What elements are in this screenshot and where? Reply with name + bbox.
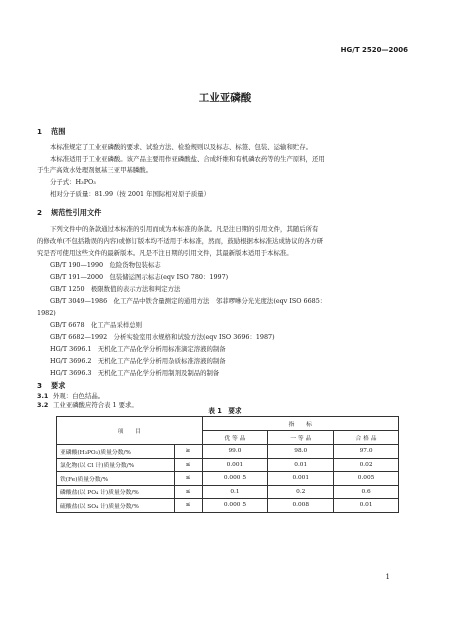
document-title: 工业亚磷酸 [198, 92, 252, 104]
paragraph: 本标准适用于工业亚磷酸。该产品主要用作亚磷酸盐、合成纤维和有机磷农药等的生产原料，还用 [50, 155, 325, 163]
molecular-mass: 相对分子质量：81.99（按 2001 年国际相对原子质量） [50, 190, 211, 198]
table-cell: 0.005 [334, 472, 399, 486]
section-3-heading [37, 381, 65, 391]
table-row [57, 445, 399, 459]
table-row [57, 499, 399, 513]
reference-item-continued: 1982) [37, 309, 56, 317]
table-cell-symbol: ≤ [174, 499, 202, 513]
reference-item: GB/T 1250 极限数值的表示方法和判定方法 [50, 285, 181, 293]
section-number: 2 [37, 208, 43, 217]
table-cell: 0.000 5 [202, 499, 268, 513]
table-row [57, 472, 399, 486]
table-cell: 0.01 [268, 458, 334, 472]
table-cell-item: 氯化物(以 Cl 计)质量分数/% [57, 458, 175, 472]
header-item: 项 目 [57, 417, 203, 445]
table-row [57, 485, 399, 499]
table-cell-item: 亚磷酸(H₃PO₃)质量分数/% [57, 445, 175, 459]
table-cell: 0.1 [202, 485, 268, 499]
paragraph: 本标准规定了工业亚磷酸的要求、试验方法、检验规则以及标志、标签、包装、运输和贮存。 [50, 143, 313, 151]
section-2-heading [37, 208, 101, 218]
paragraph: 于生产高效水处理剂氨基三亚甲基膦酸。 [37, 166, 153, 174]
section-title: 范围 [51, 127, 66, 136]
table-cell-item: 硫酸盐(以 SO₄ 计)质量分数/% [57, 499, 175, 513]
table-cell-symbol: ≤ [174, 458, 202, 472]
paragraph: 究是否可使用这些文件的最新版本。凡是不注日期的引用文件，其最新版本适用于本标准。 [37, 249, 293, 257]
table-cell: 0.01 [334, 499, 399, 513]
table-cell-item: 铁(Fe)质量分数/% [57, 472, 175, 486]
clause-3-1 [37, 392, 104, 400]
table-cell: 0.001 [268, 472, 334, 486]
table-cell-symbol: ≤ [174, 485, 202, 499]
reference-item: GB/T 6678 化工产品采样总则 [50, 321, 143, 329]
table-cell: 0.001 [202, 458, 268, 472]
header-grade: 一 等 品 [268, 431, 334, 445]
section-title: 规范性引用文件 [51, 208, 102, 217]
table-cell: 0.2 [268, 485, 334, 499]
paragraph: 的修改单(不包括勘误的内容)或修订版本均不适用于本标准，然而，鼓励根据本标准达成协议的各方研 [37, 237, 324, 245]
table-cell: 99.0 [202, 445, 268, 459]
clause-number: 3.1 [37, 392, 49, 400]
clause-text: 工业亚磷酸应符合表 1 要求。 [53, 401, 138, 409]
reference-item: HG/T 3696.1 无机化工产品化学分析用标准滴定溶液的制备 [50, 345, 226, 353]
reference-item: HG/T 3696.3 无机化工产品化学分析用制剂及制品的制备 [50, 369, 220, 377]
section-number: 3 [37, 381, 43, 390]
page-number: 1 [385, 573, 390, 581]
header-grade: 优 等 品 [202, 431, 268, 445]
table-cell: 97.0 [334, 445, 399, 459]
molecular-formula: 分子式：H₃PO₃ [50, 178, 96, 186]
table-row [57, 458, 399, 472]
clause-number: 3.2 [37, 401, 49, 409]
table-cell: 0.000 5 [202, 472, 268, 486]
table-cell-symbol: ≥ [174, 445, 202, 459]
paragraph: 下列文件中的条款通过本标准的引用而成为本标准的条款。凡是注日期的引用文件，其随后所有 [50, 225, 319, 233]
standard-number: HG/T 2520—2006 [340, 46, 408, 54]
table-cell: 98.0 [268, 445, 334, 459]
header-index: 指 标 [202, 417, 398, 431]
table-cell-symbol: ≤ [174, 472, 202, 486]
table-caption: 表 1 要求 [208, 407, 242, 415]
table-cell-item: 磷酸盐(以 PO₄ 计)质量分数/% [57, 485, 175, 499]
reference-item: GB/T 190—1990 危险货物包装标志 [50, 261, 161, 269]
requirements-table [56, 416, 399, 513]
header-grade: 合 格 品 [334, 431, 399, 445]
section-1-heading [37, 127, 65, 137]
reference-item: GB/T 191—2000 包装储运图示标志(eqv ISO 780：1997) [50, 273, 229, 281]
clause-text: 外观：白色结晶。 [53, 392, 105, 400]
section-number: 1 [37, 127, 43, 136]
reference-item: GB/T 3049—1986 化工产品中铁含量测定的通用方法 邻菲啰啉分光光度法(eqv ISO 6685： [50, 297, 327, 305]
table-cell: 0.02 [334, 458, 399, 472]
reference-item: GB/T 6682—1992 分析实验室用水规格和试验方法(eqv ISO 3696：1987) [50, 333, 275, 341]
section-title: 要求 [51, 381, 66, 390]
table-cell: 0.6 [334, 485, 399, 499]
reference-item: HG/T 3696.2 无机化工产品化学分析用杂质标准溶液的制备 [50, 357, 226, 365]
table-cell: 0.008 [268, 499, 334, 513]
